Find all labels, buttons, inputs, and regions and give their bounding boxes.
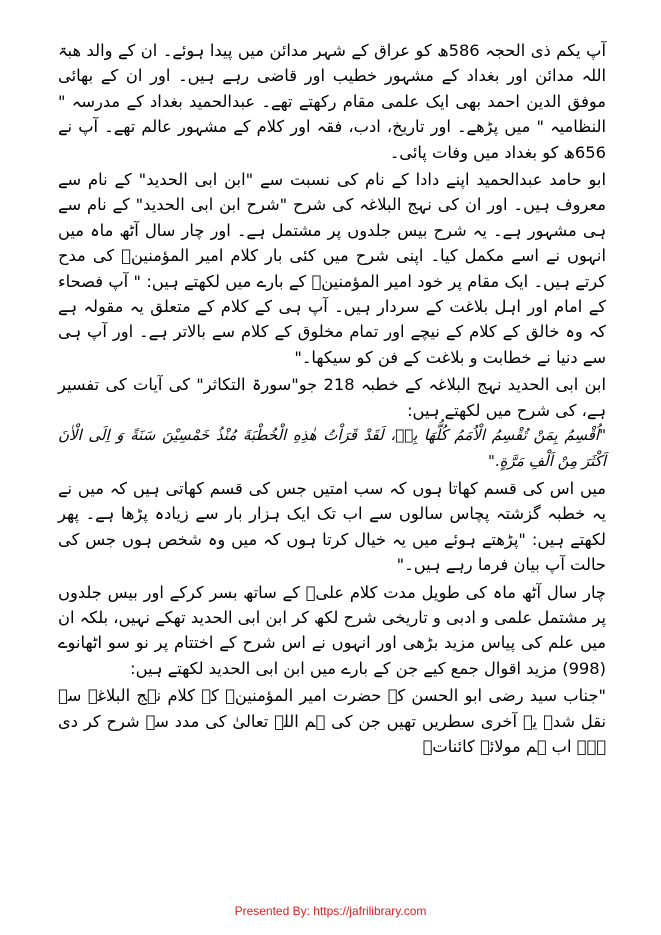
paragraph-ibn-abi-al-hadid: ابو حامد عبدالحمید اپنے دادا کے نام کی نسبت سے "ابن ابی الحدید" کے نام سے معروف ہیں۔ اور ان کی نہج البلاغہ کی شرح "شرح ابن ابی الحدید" کے نام سے ہی مشہور ہے۔ یہ شرح بیس جلدوں پر مشتمل ہے۔ اور چار سال آٹھ ماہ میں انہوں نے اسے مکمل کیا۔ اپنی شرح میں کئی بار کلام امیر المؤمنینؑ کی مدح کرتے ہیں۔ ایک مقام پر خود امیر المؤمنینؑ کے بارے میں لکھتے ہیں: " آپ فصحاء کے امام اور اہل بلاغت کے سردار ہیں۔ آپ ہی کے کلام کے متعلق یہ مقولہ ہے کہ وہ خالق کے کلام کے نیچے اور تمام مخلوق کے کلام سے بالاتر ہے۔ اور آپ ہی سے دنیا نے خطابت و بلاغت کے فن کو سیکھا۔" bbox=[58, 170, 606, 367]
footer-credit: Presented By: https://jafrilibrary.com bbox=[234, 904, 427, 918]
paragraph-biography: آپ یکم ذی الحجہ 586ھ کو عراق کے شہر مدائن میں پیدا ہوئے۔ ان کے والد ھبۃ اللہ مدائن اور بغداد کے مشہور خطیب اور قاضی رہے ہیں۔ اور ان کے بھائی موفق الدین احمد بھی ایک علمی مقام رکھتے تھے۔ عبدالحمید بغداد کے مدرسہ " النظامیہ " میں پڑھے۔ اور تاریخ، ادب، فقہ اور کلام کے مشہور عالم تھے۔ آپ نے 656ھ کو بغداد میں وفات پائی۔ bbox=[58, 41, 606, 162]
paragraph-sayyid-radi: "جناب سید رضی ابو الحسن کے حضرت امیر المؤمنینؑ کے کلام نہج البلاغہ سے نقل شدہ یہ آخری سطریں تھیں جن کی ہم اللہ تعالیٰ کی مدد سے شرح کر دی ہے۔ اب ہم مولائے کائناتؑ bbox=[58, 686, 606, 756]
document-page bbox=[58, 38, 606, 759]
paragraph-translation: میں اس کی قسم کھاتا ہوں کہ سب امتیں جس کی قسم کھاتی ہیں کہ میں نے یہ خطبہ گزشتہ پچاس سالوں سے اب تک ایک ہزار بار سے زیادہ پڑھا ہے۔ پھر لکھتے ہیں: "پڑھتے ہوئے میں یہ خیال کرتا ہوں کہ میں وہ شخص ہوں جس کی حالت آپ بیان فرما رہے ہیں۔" bbox=[58, 478, 606, 575]
paragraph-sermon-218: ابن ابی الحدید نہج البلاغہ کے خطبہ 218 جو"سورۃ التکاثر" کی آیات کی تفسیر ہے، کی شرح میں لکھتے ہیں: bbox=[58, 375, 606, 420]
paragraph-four-years: چار سال آٹھ ماہ کی طویل مدت کلام علیؑ کے ساتھ بسر کرکے اور بیس جلدوں پر مشتمل علمی و ادبی و تاریخی شرح لکھ کر ابن ابی الحدید تھکے نہیں، بلکہ ان میں علم کی پیاس مزید بڑھی اور انہوں نے اس شرح کے اختتام پر نو سو اٹھانوے (998) مزید اقوال جمع کیے جن کے بارے میں ابن ابی الحدید لکھتے ہیں: bbox=[58, 582, 606, 678]
arabic-quote: "اُقْسِمُ بِمَنْ تُقْسِمُ الْاُمَمُ كُلُّهَا بِهٖ، لَقَدْ قَرَاْتُ هٰذِهِ الْخُطْبَةَ مُنْذُ خَمْسِيْنَ سَنَةً وَ اِلَى الْاٰنَ اَكْثَرَ مِنْ اَلْفِ مَرَّةٍ." bbox=[58, 426, 606, 470]
